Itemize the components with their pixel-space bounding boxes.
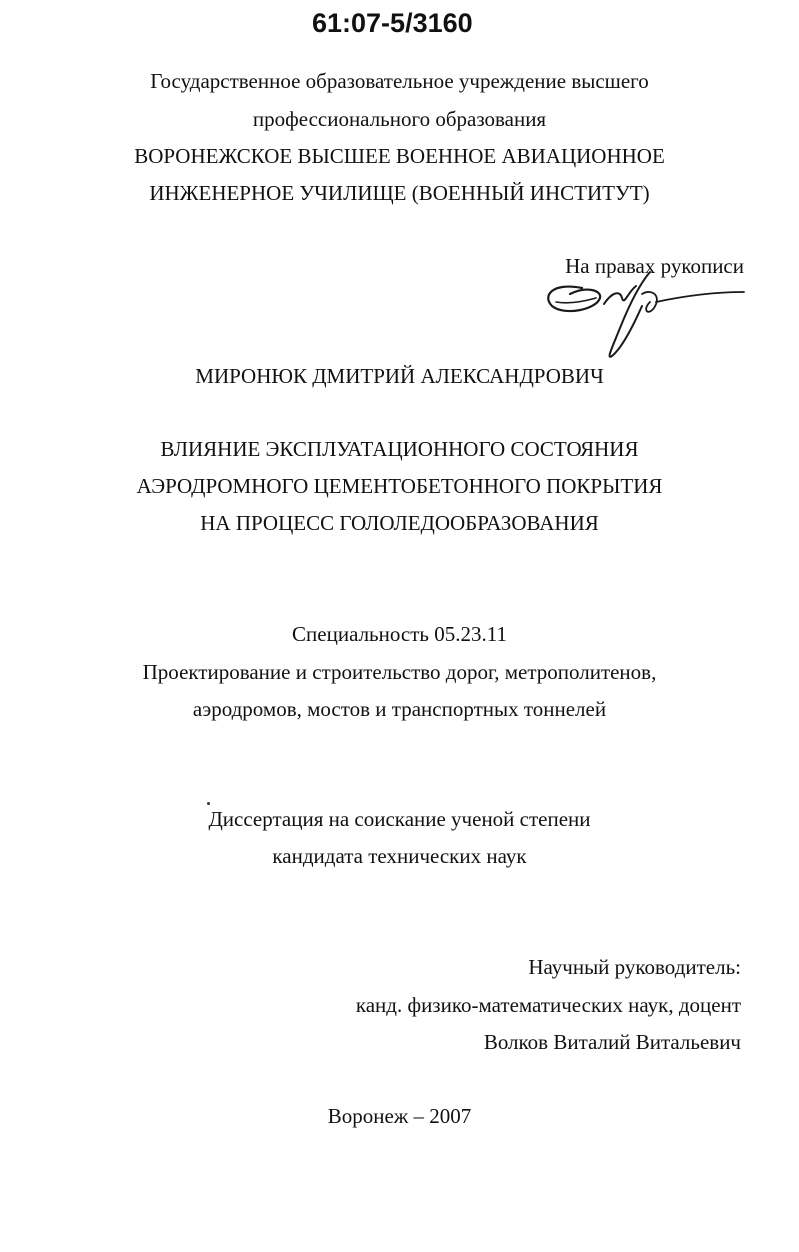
supervisor-name: Волков Виталий Витальевич: [483, 1030, 741, 1054]
institution-name-line-1: ВОРОНЕЖСКОЕ ВЫСШЕЕ ВОЕННОЕ АВИАЦИОННОЕ: [134, 144, 665, 168]
registration-stamp: 61:07-5/3160: [312, 8, 473, 38]
handwritten-signature: [538, 268, 746, 364]
dissertation-degree-line-2: кандидата технических наук: [272, 844, 527, 868]
dissertation-title-line-1: ВЛИЯНИЕ ЭКСПЛУАТАЦИОННОГО СОСТОЯНИЯ: [160, 437, 639, 461]
institution-name-line-2: ИНЖЕНЕРНОЕ УЧИЛИЩЕ (ВОЕННЫЙ ИНСТИТУТ): [149, 181, 650, 205]
place-and-year: Воронеж – 2007: [327, 1104, 472, 1128]
specialty-label: Специальность 05.23.11: [292, 622, 507, 646]
scan-speck: [207, 802, 210, 805]
specialty-line-1: Проектирование и строительство дорог, метрополитенов,: [142, 660, 657, 684]
dissertation-degree-line-1: Диссертация на соискание ученой степени: [208, 807, 591, 831]
dissertation-title-line-3: НА ПРОЦЕСС ГОЛОЛЕДООБРАЗОВАНИЯ: [200, 511, 599, 535]
specialty-line-2: аэродромов, мостов и транспортных тоннелей: [192, 697, 607, 721]
institution-line-2: профессионального образования: [252, 107, 547, 131]
supervisor-degree: канд. физико-математических наук, доцент: [355, 993, 741, 1017]
supervisor-label: Научный руководитель:: [528, 955, 741, 979]
institution-line-1: Государственное образовательное учреждение высшего: [150, 69, 649, 93]
manuscript-note: На правах рукописи: [565, 254, 744, 278]
author-name: МИРОНЮК ДМИТРИЙ АЛЕКСАНДРОВИЧ: [195, 364, 604, 388]
dissertation-title-line-2: АЭРОДРОМНОГО ЦЕМЕНТОБЕТОННОГО ПОКРЫТИЯ: [136, 474, 663, 498]
